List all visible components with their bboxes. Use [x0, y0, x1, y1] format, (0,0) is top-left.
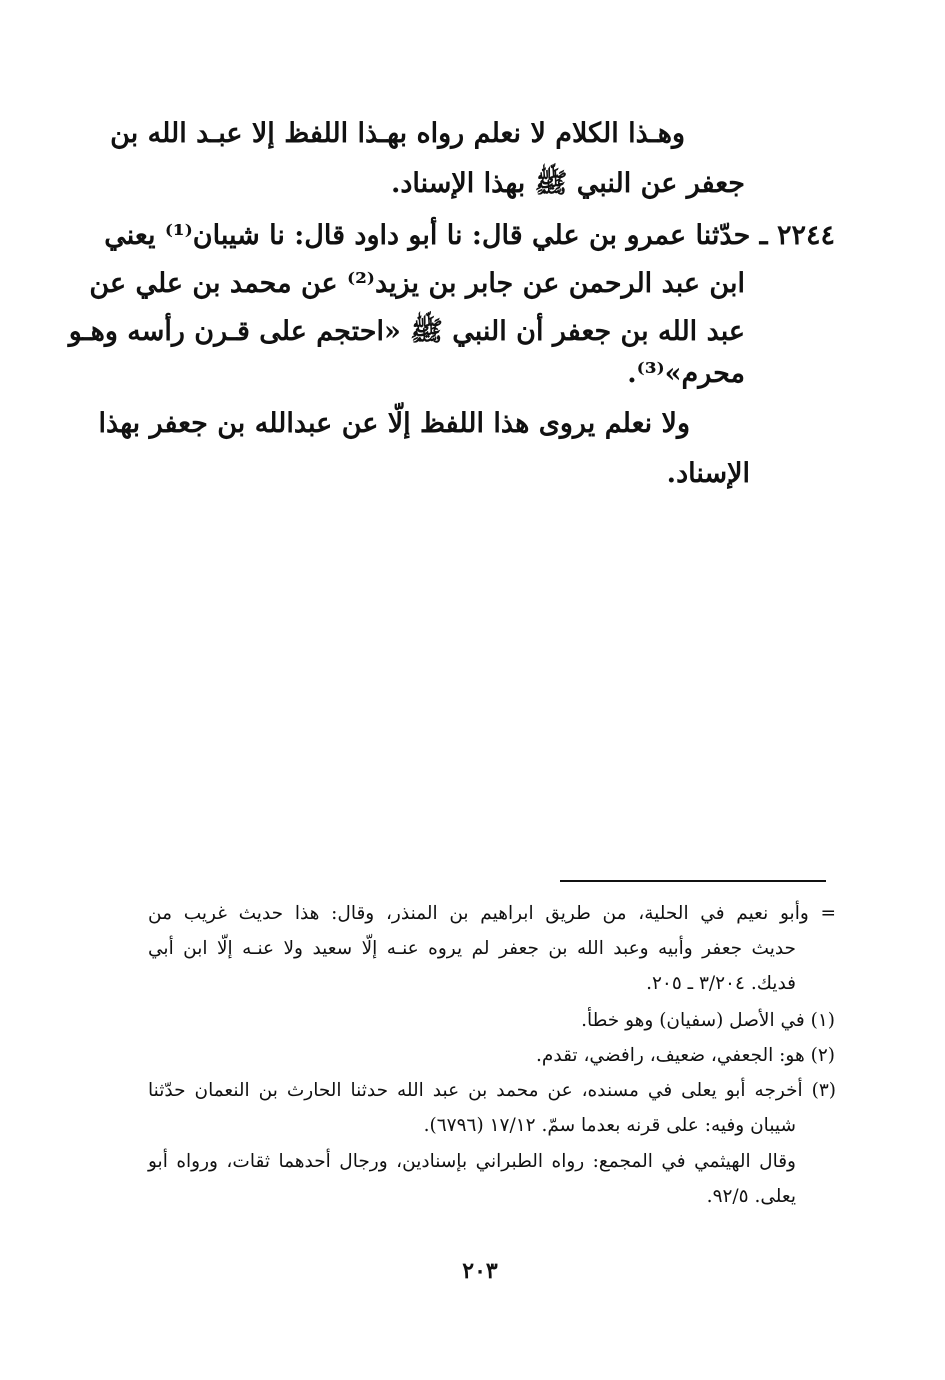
- main-text-line: ولا نعلم يروى هذا اللفظ إلّا عن عبدالله بن جعفر بهذا: [98, 408, 690, 439]
- footnote-line: وقال الهيثمي في المجمع: رواه الطبراني بإسنادين، ورجال أحدهما ثقات، ورواه أبو: [148, 1151, 796, 1172]
- main-text-line: الإسناد.: [666, 458, 750, 489]
- footnote-line: = وأبو نعيم في الحلية، من طريق ابراهيم بن المنذر، وقال: هذا حديث غريب من: [148, 903, 836, 924]
- main-text-line: جعفر عن النبي ﷺ بهذا الإسناد.: [390, 168, 745, 199]
- footnote-1: (١) في الأصل (سفيان) وهو خطأ.: [581, 1010, 835, 1031]
- footnote-3: (٣) أخرجه أبو يعلى في مسنده، عن محمد بن عبد الله حدثنا الحارث بن النعمان حدّثنا: [148, 1080, 836, 1101]
- hadith-line: عبد الله بن جعفر أن النبي ﷺ «احتجم على قـرن رأسه وهـو: [68, 316, 745, 347]
- hadith-line: محرم»⁽³⁾.: [627, 358, 745, 389]
- hadith-line: ٢٢٤٤ ـ حدّثنا عمرو بن علي قال: نا أبو داود قال: نا شيبان⁽¹⁾ يعني: [104, 220, 835, 251]
- footnote-2: (٢) هو: الجعفي، ضعيف، رافضي، تقدم.: [536, 1045, 835, 1066]
- hadith-line: ابن عبد الرحمن عن جابر بن يزيد⁽²⁾ عن محمد بن علي عن: [89, 268, 745, 299]
- page-number: ٢٠٣: [462, 1258, 498, 1284]
- footnote-line: شيبان وفيه: على قرنه بعدما سمّ. ١٧/١٢ (٦٧٩٦).: [423, 1115, 796, 1136]
- footnote-separator: [560, 880, 826, 882]
- main-text-line: وهـذا الكلام لا نعلم رواه بهـذا اللفظ إلا عبـد الله بن: [110, 118, 685, 149]
- footnote-line: يعلى. ٩٢/٥.: [706, 1186, 796, 1207]
- footnote-line: فديك. ٣/٢٠٤ ـ ٢٠٥.: [646, 973, 796, 994]
- footnote-line: حديث جعفر وأبيه وعبد الله بن جعفر لم يروه عنـه إلّا سعيد ولا عنـه إلّا ابن أبي: [148, 938, 796, 959]
